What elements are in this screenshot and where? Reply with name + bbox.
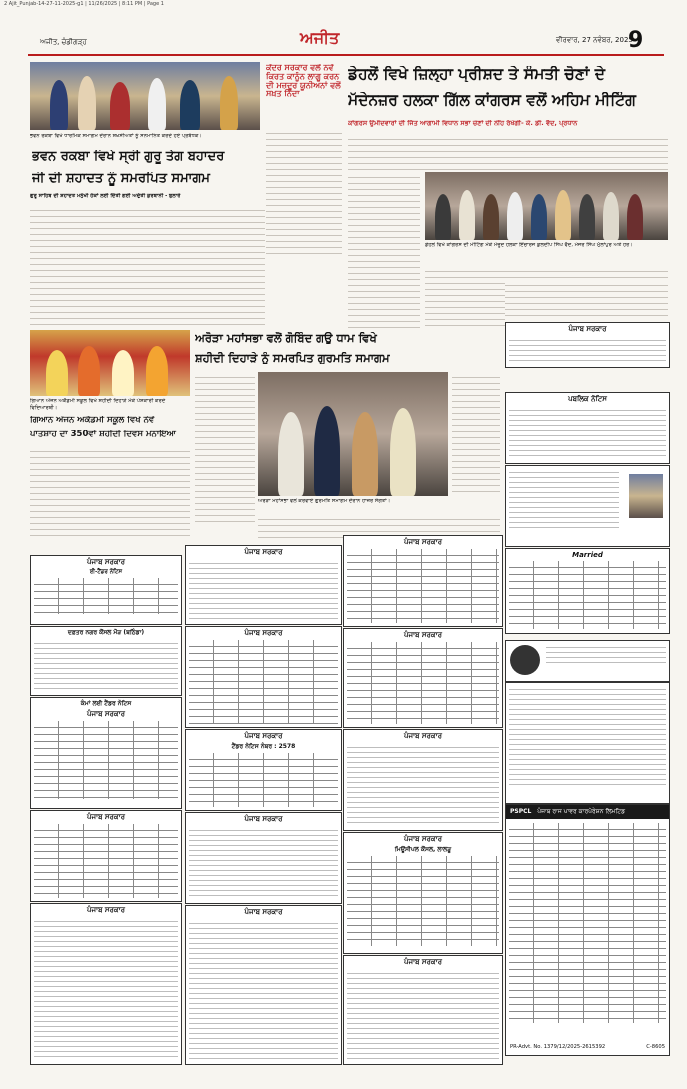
pspcl-pr-no: PR-Advt. No. 1379/12/2025-2615392 (510, 1044, 606, 1050)
notice-left-4-title: ਪੰਜਾਬ ਸਰਕਾਰ (86, 813, 125, 821)
gobind-caption: ਅਰੋੜਾ ਮਹਾਂਸਭਾ ਵਲੋਂ ਕਰਵਾਏ ਗੁਰਮਤਿ ਸਮਾਗਮ ਦੌਰਾਨ ਹਾਜ਼ਰ ਸੰਗਤਾਂ। (258, 498, 391, 504)
right-names-list (505, 280, 668, 320)
tender-short-title: ਕੰਮਾਂ ਲਈ ਟੈਂਡਰ ਨੋਟਿਸ (80, 700, 132, 707)
main-story-body (348, 134, 668, 172)
pspcl-header (506, 805, 669, 819)
registration-line: 2 Ajit_Punjab-14-27-11-2025-g1 | 11/26/2025 | 8:11 PM | Page 1 (4, 1, 164, 7)
notice-right-1 (505, 322, 670, 368)
notice-left-1-sub: ਈ-ਟੈਂਡਰ ਨੋਟਿਸ (89, 569, 123, 575)
bank-ad (505, 640, 670, 682)
notice-left-4 (30, 810, 182, 902)
matrimonial-ad (505, 548, 670, 634)
masthead (0, 22, 687, 62)
tender-short-sub: ਪੰਜਾਬ ਸਰਕਾਰ (86, 710, 125, 718)
masthead-location: ਅਜੀਤ, ਚੰਡੀਗੜ੍ਹ (40, 38, 87, 46)
notice-mid-2-title: ਪੰਜਾਬ ਸਰਕਾਰ (244, 629, 283, 637)
pspcl-ad-code: C-8605 (646, 1044, 665, 1050)
masthead-date: ਵੀਰਵਾਰ, 27 ਨਵੰਬਰ, 2025 (556, 36, 633, 44)
meeting-photo (425, 172, 668, 240)
page-number: 9 (628, 28, 644, 53)
notice-right-1-title: ਪੰਜਾਬ ਸਰਕਾਰ (568, 325, 607, 333)
notice-mid-3 (185, 729, 342, 811)
main-story-left-col (348, 172, 420, 332)
bank-notice-2 (505, 682, 670, 804)
notice-mid-4 (185, 812, 342, 904)
gobind-body-left (195, 372, 255, 522)
notice-c-2 (343, 628, 503, 728)
rakba-subhead: ਗੁਰੂ ਸਾਹਿਬ ਦੀ ਸ਼ਹਾਦਤ ਮਨੁੱਖੀ ਹੱਕਾਂ ਲਈ ਦਿੱਤੀ ਗਈ ਅਦੁੱਤੀ ਕੁਰਬਾਨੀ - ਬੁਲਾਰੇ (30, 193, 181, 199)
rakba-body (30, 205, 265, 327)
notice-c-municipal (343, 832, 503, 954)
notice-c-5 (343, 955, 503, 1065)
notice-mid-2 (185, 626, 342, 728)
notice-c-2-title: ਪੰਜਾਬ ਸਰਕਾਰ (403, 631, 442, 639)
notice-mid-1-title: ਪੰਜਾਬ ਸਰਕਾਰ (244, 548, 283, 556)
notice-mid-1 (185, 545, 342, 625)
school-headline-line1: ਗਿਆਨ ਅੰਜਨ ਅਕੈਡਮੀ ਸਕੂਲ ਵਿਖੇ ਨੌਵੇਂ (30, 416, 155, 425)
main-headline-line1: ਡੇਹਲੋਂ ਵਿਖੇ ਜ਼ਿਲ੍ਹਾ ਪ੍ਰੀਸ਼ਦ ਤੇ ਸੰਮਤੀ ਚੋਣਾਂ ਦੇ (348, 66, 605, 83)
gobind-headline-line2: ਸ਼ਹੀਦੀ ਦਿਹਾੜੇ ਨੂੰ ਸਮਰਪਿਤ ਗੁਰਮਤਿ ਸਮਾਗਮ (195, 352, 390, 365)
public-notice (505, 392, 670, 464)
main-subhead: ਕਾਂਗਰਸ ਉਮੀਦਵਾਰਾਂ ਦੀ ਜਿੱਤ ਆਗਾਮੀ ਵਿਧਾਨ ਸਭਾ ਚੋਣਾਂ ਦੀ ਨੀਂਹ ਰੱਖੇਗੀ- ਕੇ. ਡੀ. ਵੈਦ, ਪ੍ਰਧਾਨ (348, 120, 578, 127)
pspcl-title: ਪੰਜਾਬ ਰਾਜ ਪਾਵਰ ਕਾਰਪੋਰੇਸ਼ਨ ਲਿਮਟਿਡ (537, 808, 626, 815)
municipal-sarkar: ਪੰਜਾਬ ਸਰਕਾਰ (403, 835, 442, 843)
notice-left-1-title: ਪੰਜਾਬ ਸਰਕਾਰ (86, 558, 125, 566)
meeting-photo-caption: ਡੇਹਲੋਂ ਵਿਖੇ ਕਾਂਗਰਸ ਦੀ ਮੀਟਿੰਗ ਮੌਕੇ ਮੌਜੂਦ ਹਲਕਾ ਇੰਚਾਰਜ ਕੁਲਦੀਪ ਸਿੰਘ ਵੈਦ, ਮੇਜਰ ਸਿੰਘ ਮੁੱਲਾਂਪੁਰ ਅਤੇ ਹੋਰ। (425, 242, 633, 248)
masthead-rule (28, 54, 664, 56)
main-headline-line2: ਮੱਦੇਨਜ਼ਰ ਹਲਕਾ ਗਿੱਲ ਕਾਂਗਰਸ ਵਲੋਂ ਅਹਿਮ ਮੀਟਿੰਗ (348, 92, 636, 109)
side-story-headline: ਕੇਂਦਰ ਸਰਕਾਰ ਵਲੋਂ ਨਵੇਂ ਕਿਰਤ ਕਾਨੂੰਨ ਲਾਗੂ ਕਰਨ ਦੀ ਮਜ਼ਦੂਰ ਯੂਨੀਅਨਾਂ ਵਲੋਂ ਸਖ਼ਤ ਨਿੰਦਾ (266, 64, 341, 99)
gobind-body-right (452, 372, 500, 496)
notice-mid-5-title: ਪੰਜਾਬ ਸਰਕਾਰ (244, 908, 283, 916)
municipal-title: ਮਿਊਂਸੀਪਲ ਕੌਂਸਲ, ਲਾਲੜੂ (394, 846, 452, 853)
matrimonial-title: Married (572, 551, 603, 559)
notice-left-daftar (30, 626, 182, 696)
school-headline-line2: ਪਾਤਸ਼ਾਹ ਦਾ 350ਵਾਂ ਸ਼ਹੀਦੀ ਦਿਵਸ ਮਨਾਇਆ (30, 430, 176, 439)
school-body (30, 446, 190, 540)
side-story-body (266, 128, 342, 258)
school-photo-caption: ਗਿਆਨ ਅੰਜਨ ਅਕੈਡਮੀ ਸਕੂਲ ਵਿਖੇ ਸ਼ਹੀਦੀ ਦਿਹਾੜੇ ਮੌਕੇ ਪੇਸ਼ਕਾਰੀ ਕਰਦੇ ਵਿਦਿਆਰਥੀ। (30, 398, 166, 411)
notice-mid-5 (185, 905, 342, 1065)
gobind-photo (258, 372, 448, 496)
pspcl-notice (505, 804, 670, 1056)
notice-c-5-title: ਪੰਜਾਬ ਸਰਕਾਰ (403, 958, 442, 966)
notice-mid-3-title: ਪੰਜਾਬ ਸਰਕਾਰ (244, 732, 283, 740)
public-notice-title: ਪਬਲਿਕ ਨੋਟਿਸ (568, 395, 607, 403)
notice-mid-4-title: ਪੰਜਾਬ ਸਰਕਾਰ (244, 815, 283, 823)
masthead-brand: ਅਜੀਤ (300, 28, 340, 47)
notice-c-3-title: ਪੰਜਾਬ ਸਰਕਾਰ (403, 732, 442, 740)
pspcl-logo: PSPCL (510, 808, 532, 815)
tender-number: ਟੈਂਡਰ ਨੋਟਿਸ ਨੰਬਰ : 2578 (231, 743, 296, 750)
daftar-title: ਦਫ਼ਤਰ ਨਗਰ ਕੌਂਸਲ ਮੌੜ (ਬਠਿੰਡਾ) (67, 629, 145, 636)
rakba-headline-line1: ਭਵਨ ਰਕਬਾ ਵਿਖੇ ਸ੍ਰੀ ਗੁਰੂ ਤੇਗ ਬਹਾਦਰ (32, 150, 225, 164)
gobind-headline-line1: ਅਰੋੜਾ ਮਹਾਂਸਭਾ ਵਲੋਂ ਗੋਬਿੰਦ ਗਊ ਧਾਮ ਵਿਖੇ (195, 332, 377, 345)
notice-photo-ad (505, 465, 670, 547)
award-photo (30, 62, 260, 130)
notice-left-5 (30, 903, 182, 1065)
notice-c-3 (343, 729, 503, 831)
award-photo-caption: ਭਵਨ ਰਕਬਾ ਵਿਖੇ ਧਾਰਮਿਕ ਸਮਾਗਮ ਦੌਰਾਨ ਸ਼ਖ਼ਸੀਅਤਾਂ ਨੂੰ ਸਨਮਾਨਿਤ ਕਰਦੇ ਹੋਏ ਪ੍ਰਬੰਧਕ। (30, 133, 202, 139)
notice-left-5-title: ਪੰਜਾਬ ਸਰਕਾਰ (86, 906, 125, 914)
notice-left-1 (30, 555, 182, 625)
notice-c-1-title: ਪੰਜਾਬ ਸਰਕਾਰ (403, 538, 442, 546)
notice-left-tender (30, 697, 182, 809)
notice-c-1 (343, 535, 503, 627)
rakba-headline-line2: ਜੀ ਦੀ ਸ਼ਹਾਦਤ ਨੂੰ ਸਮਰਪਿਤ ਸਮਾਗਮ (32, 172, 210, 186)
school-photo (30, 330, 190, 396)
